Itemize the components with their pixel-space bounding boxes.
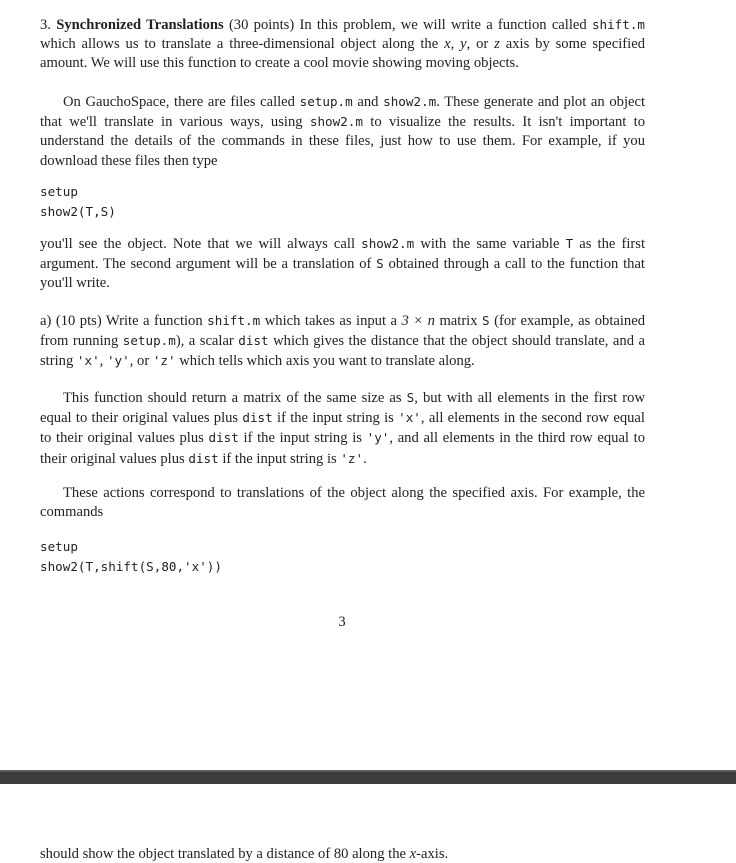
inline-code: T [565, 236, 574, 251]
inline-code: setup.m [299, 94, 353, 109]
math-dims: 3 × n [401, 313, 435, 329]
inline-code: shift.m [591, 17, 646, 32]
inline-code: 'y' [366, 430, 390, 446]
next-page-text: should show the object translated by a distance of 80 along the x-axis. [40, 846, 449, 862]
math-var: y [460, 36, 467, 53]
problem-3-intro: 3. Synchronized Translations (30 points) In this problem, we will write a function called shift.m which allows us to translate a three-dimensional object along the x, y, or z axis by some specified amount. We will use this function to create a cool movie showing moving objects. [40, 17, 646, 72]
inline-code: S [406, 390, 415, 405]
page-number: 3 [338, 614, 346, 630]
inline-code: 'z' [152, 353, 176, 369]
code-line: show2(T,S) [40, 203, 116, 219]
inline-code: 'x' [76, 353, 100, 369]
math-var: x [409, 846, 417, 862]
problem-title: Synchronized Translations [56, 17, 224, 33]
paragraph-translations: These actions correspond to translations of the object along the specified axis. For example, the commands [40, 485, 645, 521]
math-var: x [444, 36, 451, 53]
code-line: show2(T,shift(S,80,'x')) [40, 558, 222, 574]
inline-code: 'z' [340, 450, 364, 466]
code-line: setup [40, 539, 78, 554]
inline-code: 'x' [398, 410, 421, 426]
code-block-2 [40, 537, 222, 576]
inline-code: show2.m [309, 114, 363, 130]
paragraph-return-matrix: This function should return a matrix of the same size as S, but with all elements in the first row equal to their original values plus dist if the input string is 'x', all elements in the second row equal to their original values plus dist if the input string is 'y', and all elements in the third row equal to their original values plus dist if the input string is 'z'. [40, 390, 646, 467]
inline-code: show2.m [383, 94, 437, 109]
problem-number: 3. [40, 17, 51, 33]
inline-code: 'y' [106, 353, 130, 369]
problem-points: (30 points) [228, 17, 295, 33]
inline-code: setup.m [122, 333, 176, 349]
inline-code: shift.m [207, 313, 261, 328]
inline-code: dist [242, 410, 273, 426]
inline-code: S [482, 313, 490, 328]
part-label: a) [40, 313, 52, 329]
inline-code: S [376, 256, 384, 272]
inline-code: dist [238, 333, 269, 349]
part-a-paragraph: a) (10 pts) Write a function shift.m which takes as input a 3 × n matrix S (for example, as obtained from running setup.m), a scalar dist which gives the distance that the object should translate, and a string 'x', 'y', or 'z' which tells which axis you want to translate along. [40, 313, 645, 370]
inline-code: dist [188, 450, 219, 466]
inline-code: dist [208, 430, 239, 446]
paragraph-show2: you'll see the object. Note that we will always call show2.m with the same variable T as the first argument. The second argument will be a translation of S obtained through a call to the function that you'll write. [40, 236, 646, 292]
code-block-1 [40, 182, 116, 221]
page-divider [0, 770, 736, 784]
code-line: setup [40, 184, 78, 199]
math-var: z [494, 36, 500, 53]
inline-code: show2.m [361, 236, 415, 251]
paragraph-gauchospace: On GauchoSpace, there are files called setup.m and show2.m. These generate and plot an object that we'll translate in various ways, using show2.m to visualize the results. It isn't important to understand the details of the commands in these files, just how to use them. For example, if you download these files then type [40, 94, 646, 169]
